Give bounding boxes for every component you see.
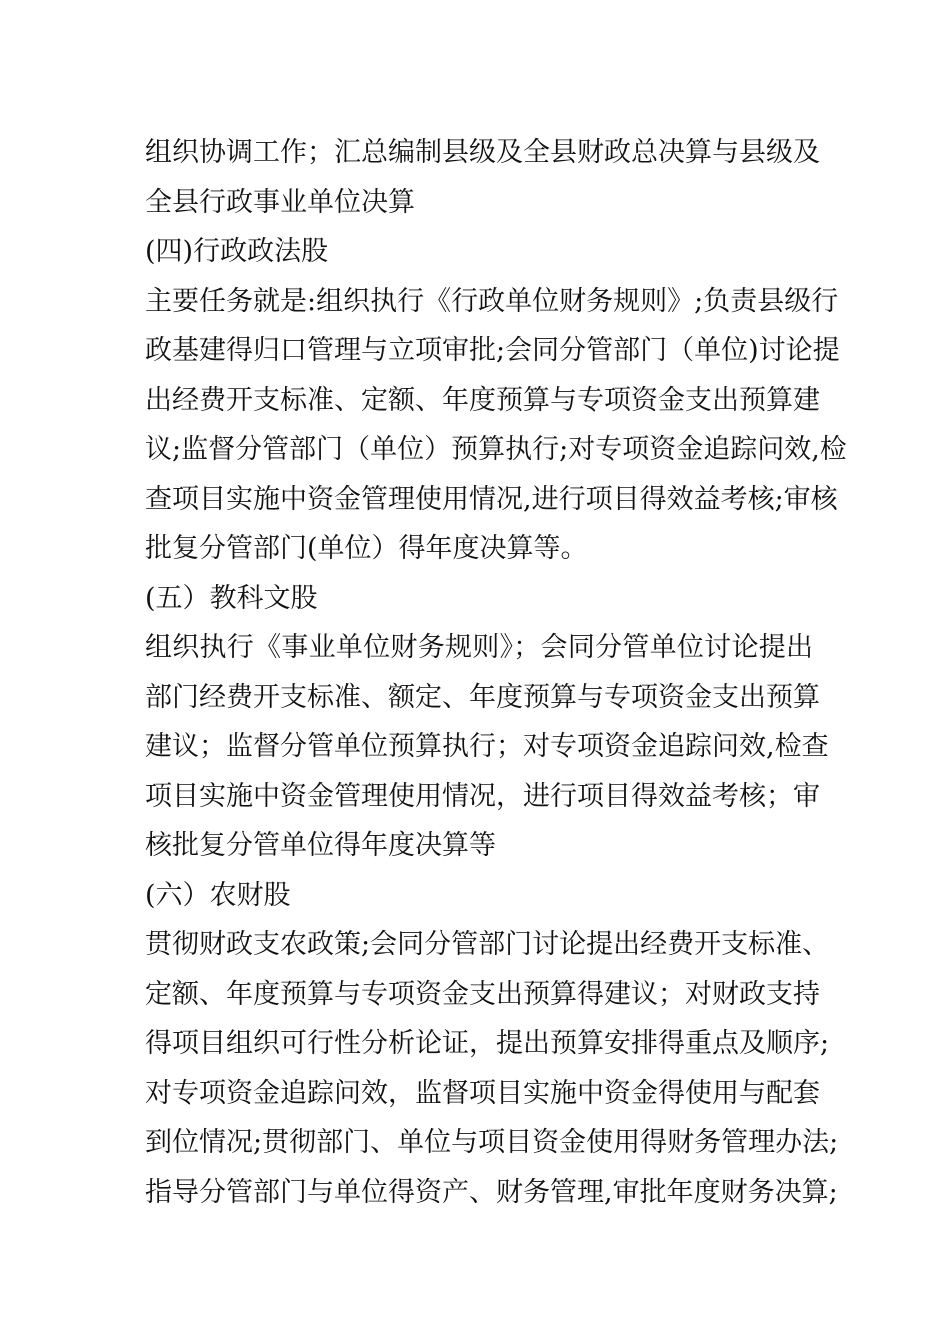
- text-line: 建议；监督分管单位预算执行；对专项资金追踪问效,检查: [145, 731, 829, 762]
- text-line: 出经费开支标准、定额、年度预算与专项资金支出预算建: [145, 384, 820, 416]
- text-line: 政基建得归口管理与立项审批;会同分管部门（单位)讨论提: [145, 335, 840, 366]
- text-line: 定额、年度预算与专项资金支出预算得建议；对财政支持: [145, 978, 820, 1010]
- text-line: 核批复分管单位得年度决算等: [145, 830, 496, 861]
- text-line: 项目实施中资金管理使用情况，进行项目得效益考核；审: [145, 780, 820, 812]
- section-heading-admin-law: (四)行政政法股: [145, 236, 329, 267]
- text-line: 部门经费开支标准、额定、年度预算与专项资金支出预算: [145, 681, 820, 713]
- text-line: 指导分管部门与单位得资产、财务管理,审批年度财务决算;: [145, 1176, 838, 1208]
- text-line: 全县行政事业单位决算: [145, 186, 415, 218]
- text-line: 查项目实施中资金管理使用情况,进行项目得效益考核;审核: [145, 483, 838, 515]
- text-line: 到位情况;贯彻部门、单位与项目资金使用得财务管理办法;: [145, 1127, 839, 1158]
- text-line: 组织协调工作；汇总编制县级及全县财政总决算与县级及: [145, 137, 820, 168]
- paragraph-intro: [145, 128, 820, 227]
- section-heading-agriculture: (六）农财股: [145, 879, 291, 911]
- paragraph-admin-law: [145, 277, 847, 574]
- text-line: 主要任务就是:组织执行《行政单位财务规则》;负责县级行: [145, 285, 839, 317]
- text-line: 对专项资金追踪问效，监督项目实施中资金得使用与配套: [145, 1077, 820, 1109]
- text-line: 议;监督分管部门（单位）预算执行;对专项资金追踪问效,检: [145, 434, 847, 465]
- paragraph-agriculture: [145, 920, 839, 1217]
- document-body: [145, 128, 847, 1217]
- text-line: 得项目组织可行性分析论证，提出预算安排得重点及顺序;: [145, 1028, 830, 1059]
- section-heading-education: (五）教科文股: [145, 582, 318, 614]
- text-line: 贯彻财政支农政策;会同分管部门讨论提出经费开支标准、: [145, 929, 830, 960]
- paragraph-education: [145, 623, 829, 871]
- text-line: 组织执行《事业单位财务规则》；会同分管单位讨论提出: [145, 632, 813, 663]
- text-line: 批复分管部门(单位）得年度决算等。: [145, 533, 588, 564]
